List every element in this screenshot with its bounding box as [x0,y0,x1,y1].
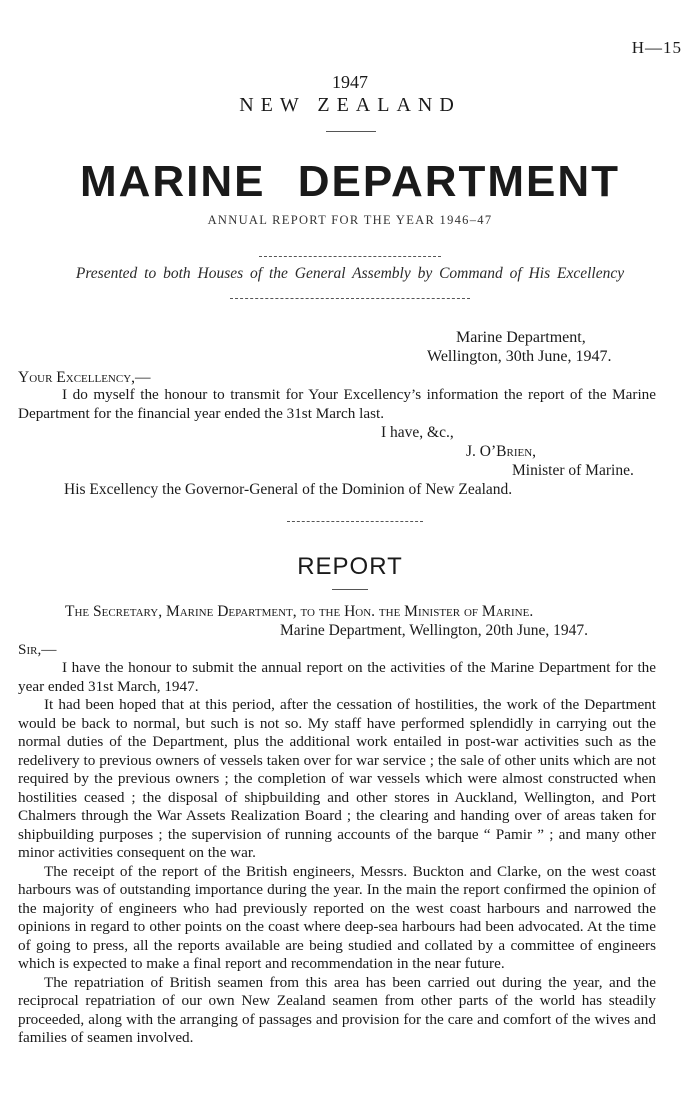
document-subtitle: ANNUAL REPORT FOR THE YEAR 1946–47 [207,213,493,227]
report-paragraph: The repatriation of British seamen from this area has been carried out during the year, and the reciprocal repatriation of our own New Zealand seamen from other parts of the world has steadily proceeded, along with the arranging of passages and provision for the care and comfort of the wives and families of seamen involved. [18,973,656,1046]
letter-salutation: Your Excellency,— [18,369,151,386]
report-year: 1947 [332,72,368,92]
report-paragraph: The receipt of the report of the British engineers, Messrs. Buckton and Clarke, on the west coast harbours was of outstanding importance during the year. In the main the report confirmed the opinion of the majority of engineers who had previously reported on the west coast harbours and narrowed the opinions in regard to other points on the coast where deep-sea harbours had been advocated. At the time of going to press, all the reports available are being studied and collated by a committee of engineers which is expected to make a final report and recommendation in the near future. [18,862,656,972]
letter-closing: I have, &c., [381,424,454,441]
divider [332,589,368,590]
report-salutation: Sir,— [18,641,57,658]
report-heading: REPORT [297,553,403,580]
letter-body [18,386,656,423]
report-place-date: Marine Department, Wellington, 20th June, 1947. [280,622,588,639]
report-paragraph: It had been hoped that at this period, after the cessation of hostilities, the work of the Department would be back to normal, but such is not so. My staff have performed splendidly in carrying out the normal duties of the Department, plus the additional work entailed in post-war activities such as the redelivery to previous owners of vessels taken over for war service ; the sale of other units which are not required by the previous owners ; the completion of war vessels which were almost constructed when hostilities ceased ; the disposal of shipbuilding and other stores in Auckland, Wellington, and Port Chalmers through the War Assets Realization Board ; the clearing and handing over of areas taken for shipbuilding purposes ; the supervision of running accounts of the barque “ Pamir ” ; and many other minor activities consequent on the war. [18,696,656,861]
divider [326,131,376,132]
country-heading: NEW ZEALAND [239,94,461,116]
presentation-note: Presented to both Houses of the General Assembly by Command of His Excellency [75,265,625,282]
letter-signatory-title: Minister of Marine. [512,462,634,479]
divider [287,521,423,522]
page-reference: H—15 [631,38,682,57]
letter-address-line1: Marine Department, [456,329,586,346]
divider [259,256,441,257]
letter-signatory: J. O’Brien, [466,443,537,460]
letter-body-text: I do myself the honour to transmit for Your Excellency’s information the report of the Marine Department for the financial year ended the 31st March last. [18,386,656,422]
report-paragraph: I have the honour to submit the annual report on the activities of the Marine Department for the year ended 31st March, 1947. [18,659,656,695]
document-title: MARINE DEPARTMENT [79,157,621,206]
divider [230,298,470,299]
report-from-line: The Secretary, Marine Department, to the Hon. the Minister of Marine. [65,603,534,620]
letter-addressee: His Excellency the Governor-General of the Dominion of New Zealand. [64,481,513,498]
report-body [18,659,656,1048]
letter-address-line2: Wellington, 30th June, 1947. [427,348,612,365]
